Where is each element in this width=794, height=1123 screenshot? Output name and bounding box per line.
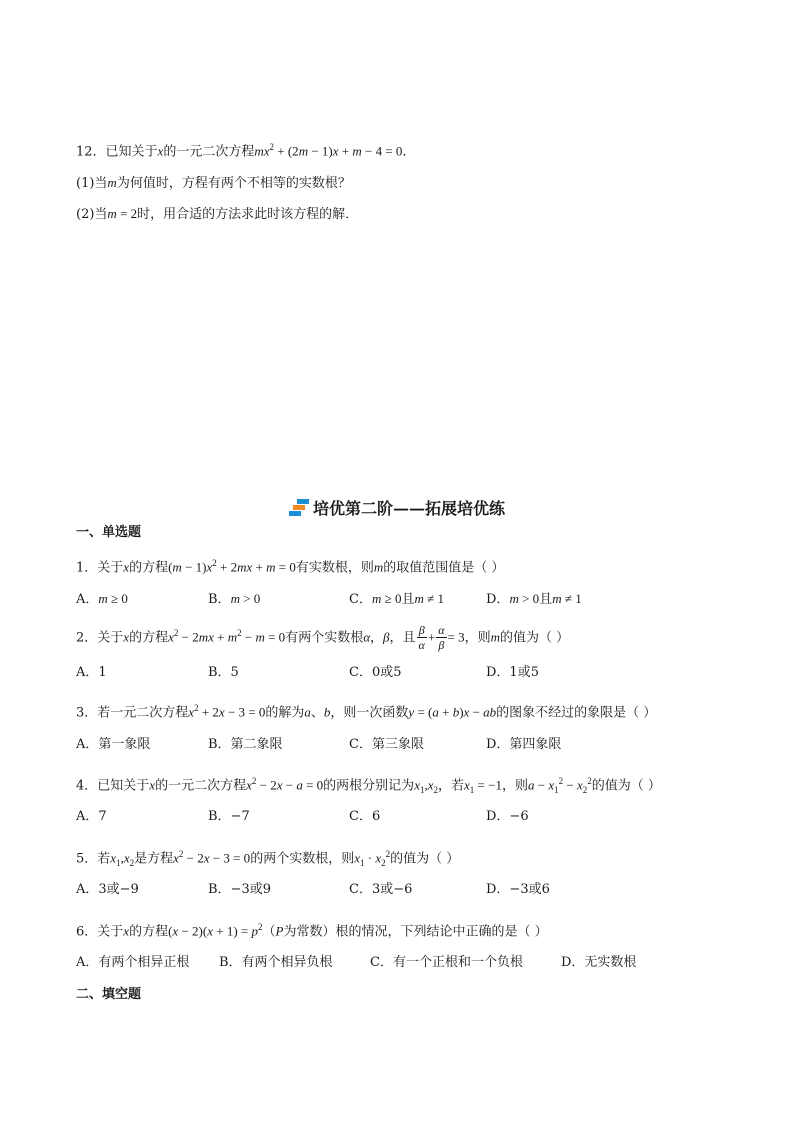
- q2-option-d[interactable]: D．1或5: [486, 665, 539, 680]
- q6-option-d[interactable]: D．无实数根: [561, 955, 637, 970]
- q12-part1: (1)当m为何值时，方程有两个不相等的实数根？: [76, 175, 351, 191]
- q3-option-a[interactable]: A．第一象限: [76, 737, 151, 752]
- q1-option-b[interactable]: B．m > 0: [208, 591, 261, 607]
- q2-option-a[interactable]: A．1: [76, 665, 107, 680]
- q3-option-c[interactable]: C．第三象限: [349, 737, 424, 752]
- q4-option-d[interactable]: D．−6: [486, 809, 529, 824]
- q1-option-d[interactable]: D．m > 0且m ≠ 1: [486, 591, 582, 607]
- q1-option-a[interactable]: A．m ≥ 0: [76, 591, 128, 607]
- q2-option-c[interactable]: C．0或5: [349, 665, 402, 680]
- question-3: 3．若一元二次方程$x^2 + 2x - 3 = 0$的解为a、b，则一次函数y = (a + b)x − ab的图象不经过的象限是（ ）: [76, 703, 657, 721]
- question-1: 1．关于x的方程$(m - 1)x^2 + 2mx + m = 0$有实数根，则m的取值范围值是（ ）: [76, 558, 505, 576]
- section-title: 培优第二阶——拓展培优练: [0, 496, 794, 519]
- section-logo-icon: [289, 499, 309, 517]
- question-4: 4．已知关于x的一元二次方程$x^2 - 2x - a = 0$的两根分别记为$x_1,x_2$，若$x_1 = -1$，则$a - x_1^2 - x_2^2$的值为（ ）: [76, 776, 661, 795]
- question-5: 5．若$x_1,x_2$是方程$x^2 - 2x - 3 = 0$的两个实数根，则$x_1 \cdot x_2^2$的值为（ ）: [76, 849, 460, 868]
- q12-stem: 12．已知关于x的一元二次方程$mx^2 + (2m - 1)x + m - 4 = 0$．: [76, 142, 416, 160]
- q3-option-d[interactable]: D．第四象限: [486, 737, 562, 752]
- q1-option-c[interactable]: C．m ≥ 0且m ≠ 1: [349, 591, 445, 607]
- q6-option-b[interactable]: B．有两个相异负根: [219, 955, 333, 970]
- q2-option-b[interactable]: B．5: [208, 665, 239, 680]
- q4-option-b[interactable]: B．−7: [208, 809, 250, 824]
- q5-option-b[interactable]: B．−3或9: [208, 882, 271, 897]
- q3-option-b[interactable]: B．第二象限: [208, 737, 283, 752]
- q4-option-c[interactable]: C．6: [349, 809, 381, 824]
- question-6: 6．关于x的方程$(x - 2)(x + 1) = p^2(P$为常数）根的情况，下列结论中正确的是（ ）: [76, 922, 548, 940]
- q6-option-a[interactable]: A．有两个相异正根: [76, 955, 190, 970]
- question-2: 2．关于x的方程$x^2 - 2mx + m^2 - m = 0$有两个实数根α，β，且 $\frac{\beta}{\alpha}$ + $\frac{\alpha}{\beta}$ = 3，则m的值为（ ）: [76, 623, 570, 653]
- part1-heading: 一、单选题: [76, 525, 142, 540]
- q4-option-a[interactable]: A．7: [76, 809, 107, 824]
- q5-option-a[interactable]: A．3或−9: [76, 882, 139, 897]
- part2-heading: 二、填空题: [76, 987, 142, 1002]
- q6-option-c[interactable]: C．有一个正根和一个负根: [370, 955, 523, 970]
- q12-part2: (2)当m = 2时，用合适的方法求此时该方程的解．: [76, 206, 359, 222]
- q5-option-c[interactable]: C．3或−6: [349, 882, 413, 897]
- q5-option-d[interactable]: D．−3或6: [486, 882, 550, 897]
